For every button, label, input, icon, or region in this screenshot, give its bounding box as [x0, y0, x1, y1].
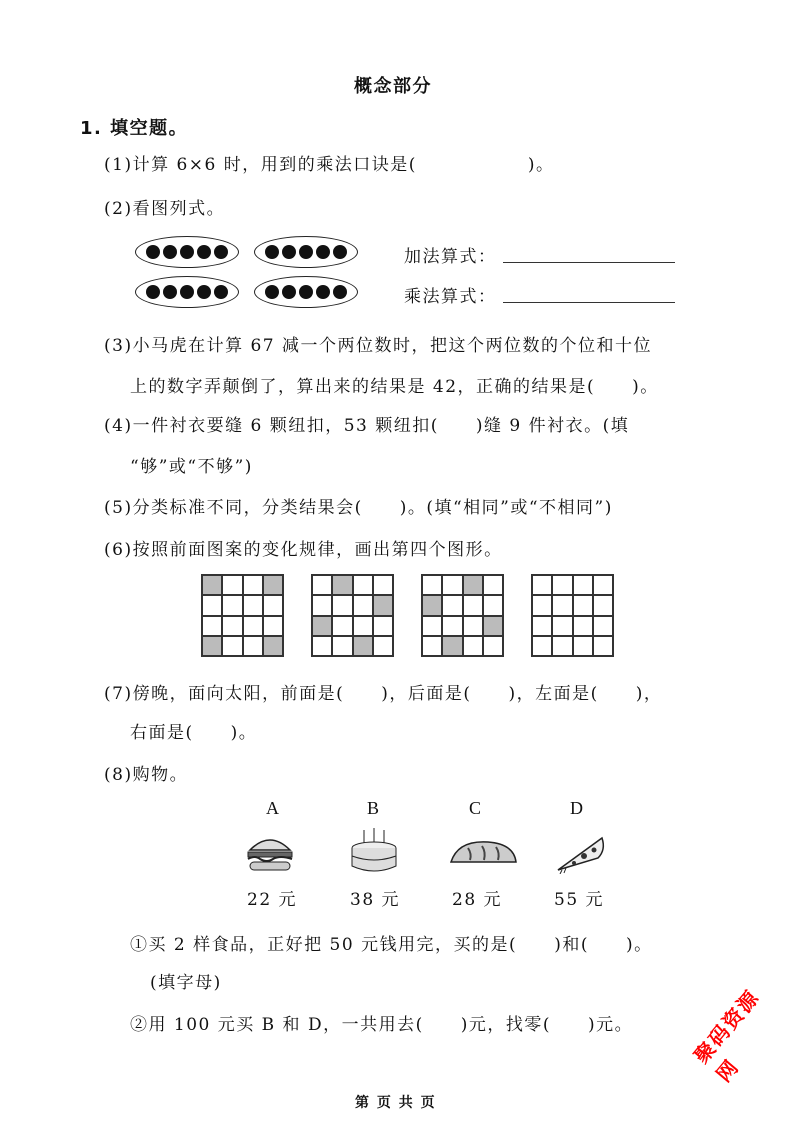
grid-cell — [243, 575, 263, 595]
grid-cell — [442, 595, 462, 615]
item-price: 28 元 — [452, 890, 503, 910]
question-3-cont: 上的数字弄颠倒了，算出来的结果是 42，正确的结果是( )。 — [130, 377, 659, 397]
shaded-cell — [373, 595, 393, 615]
page-footer: 第 页 共 页 — [355, 1095, 437, 1111]
shaded-cell — [263, 636, 283, 656]
grid-cell — [442, 575, 462, 595]
grid-cell — [312, 636, 332, 656]
grid-cell — [243, 636, 263, 656]
question-1: (1)计算 6×6 时，用到的乘法口诀是( )。 — [104, 155, 555, 175]
dot-group — [254, 236, 358, 268]
grid-cell — [222, 575, 242, 595]
item-letter: D — [570, 798, 583, 818]
grid-cell[interactable] — [532, 595, 552, 615]
shaded-cell — [442, 636, 462, 656]
item-letter: B — [367, 798, 380, 818]
question-3: (3)小马虎在计算 67 减一个两位数时，把这个两位数的个位和十位 — [104, 336, 653, 356]
question-8-2: ②用 100 元买 B 和 D，一共用去( )元，找零( )元。 — [130, 1015, 634, 1035]
question-4: (4)一件衬衣要缝 6 颗纽扣，53 颗纽扣( )缝 9 件衬衣。(填 — [104, 416, 630, 436]
grid-cell — [332, 616, 352, 636]
item-letter: A — [266, 798, 279, 818]
page-title: 概念部分 — [354, 76, 432, 97]
shaded-cell — [202, 575, 222, 595]
pattern-grid-1 — [201, 574, 284, 657]
grid-cell — [483, 575, 503, 595]
grid-cell[interactable] — [593, 575, 613, 595]
grid-cell — [202, 616, 222, 636]
grid-cell — [312, 575, 332, 595]
grid-cell — [463, 595, 483, 615]
dot-group — [254, 276, 358, 308]
grid-cell — [353, 616, 373, 636]
shaded-cell — [463, 575, 483, 595]
shaded-cell — [202, 636, 222, 656]
shaded-cell — [312, 616, 332, 636]
item-price: 55 元 — [554, 890, 605, 910]
shaded-cell — [263, 575, 283, 595]
grid-cell — [312, 595, 332, 615]
grid-cell[interactable] — [573, 595, 593, 615]
shaded-cell — [483, 616, 503, 636]
grid-cell — [263, 595, 283, 615]
pattern-grid-answer[interactable] — [531, 574, 614, 657]
grid-cell[interactable] — [532, 636, 552, 656]
addition-label: 加法算式： — [404, 247, 497, 267]
grid-cell — [373, 616, 393, 636]
shaded-cell — [332, 575, 352, 595]
grid-cell — [243, 616, 263, 636]
pattern-grid-3 — [421, 574, 504, 657]
item-letter: C — [469, 798, 482, 818]
addition-answer-line[interactable] — [503, 262, 675, 263]
grid-cell[interactable] — [593, 636, 613, 656]
burger-icon — [245, 832, 295, 874]
grid-cell[interactable] — [593, 616, 613, 636]
grid-cell — [422, 575, 442, 595]
grid-cell — [442, 616, 462, 636]
pizza-icon — [552, 830, 608, 874]
grid-cell — [243, 595, 263, 615]
grid-cell — [422, 636, 442, 656]
watermark: 聚码资源网 — [689, 984, 765, 1087]
grid-cell — [483, 595, 503, 615]
grid-cell — [373, 575, 393, 595]
grid-cell[interactable] — [552, 616, 572, 636]
multiplication-label: 乘法算式： — [404, 287, 497, 307]
grid-cell — [202, 595, 222, 615]
grid-cell[interactable] — [573, 616, 593, 636]
dot-group — [135, 236, 239, 268]
grid-cell[interactable] — [532, 575, 552, 595]
grid-cell — [463, 636, 483, 656]
question-2: (2)看图列式。 — [104, 199, 226, 219]
question-8: (8)购物。 — [104, 765, 189, 785]
grid-cell[interactable] — [552, 575, 572, 595]
grid-cell — [263, 616, 283, 636]
cake-icon — [348, 826, 400, 876]
grid-cell — [222, 636, 242, 656]
question-4-cont: “够”或“不够”) — [130, 457, 253, 477]
multiplication-answer-line[interactable] — [503, 302, 675, 303]
grid-cell — [222, 595, 242, 615]
grid-cell[interactable] — [552, 636, 572, 656]
shaded-cell — [422, 595, 442, 615]
question-8-1: ①买 2 样食品，正好把 50 元钱用完，买的是( )和( )。 — [130, 935, 653, 955]
grid-cell — [332, 636, 352, 656]
item-price: 38 元 — [350, 890, 401, 910]
grid-cell[interactable] — [552, 595, 572, 615]
grid-cell[interactable] — [532, 616, 552, 636]
grid-cell — [353, 595, 373, 615]
question-7-cont: 右面是( )。 — [130, 723, 258, 743]
pattern-grid-2 — [311, 574, 394, 657]
question-8-1-cont: (填字母) — [150, 973, 222, 993]
question-6: (6)按照前面图案的变化规律，画出第四个图形。 — [104, 540, 503, 560]
shaded-cell — [353, 636, 373, 656]
bread-icon — [448, 838, 520, 868]
grid-cell[interactable] — [573, 575, 593, 595]
section-heading: 1. 填空题。 — [80, 118, 189, 139]
grid-cell — [483, 636, 503, 656]
grid-cell — [373, 636, 393, 656]
grid-cell[interactable] — [593, 595, 613, 615]
question-5: (5)分类标准不同，分类结果会( )。(填“相同”或“不相同”) — [104, 498, 613, 518]
grid-cell — [353, 575, 373, 595]
question-7: (7)傍晚，面向太阳，前面是( )，后面是( )，左面是( )， — [104, 684, 663, 704]
grid-cell — [422, 616, 442, 636]
grid-cell — [222, 616, 242, 636]
grid-cell — [332, 595, 352, 615]
grid-cell — [463, 616, 483, 636]
item-price: 22 元 — [247, 890, 298, 910]
dot-group — [135, 276, 239, 308]
grid-cell[interactable] — [573, 636, 593, 656]
